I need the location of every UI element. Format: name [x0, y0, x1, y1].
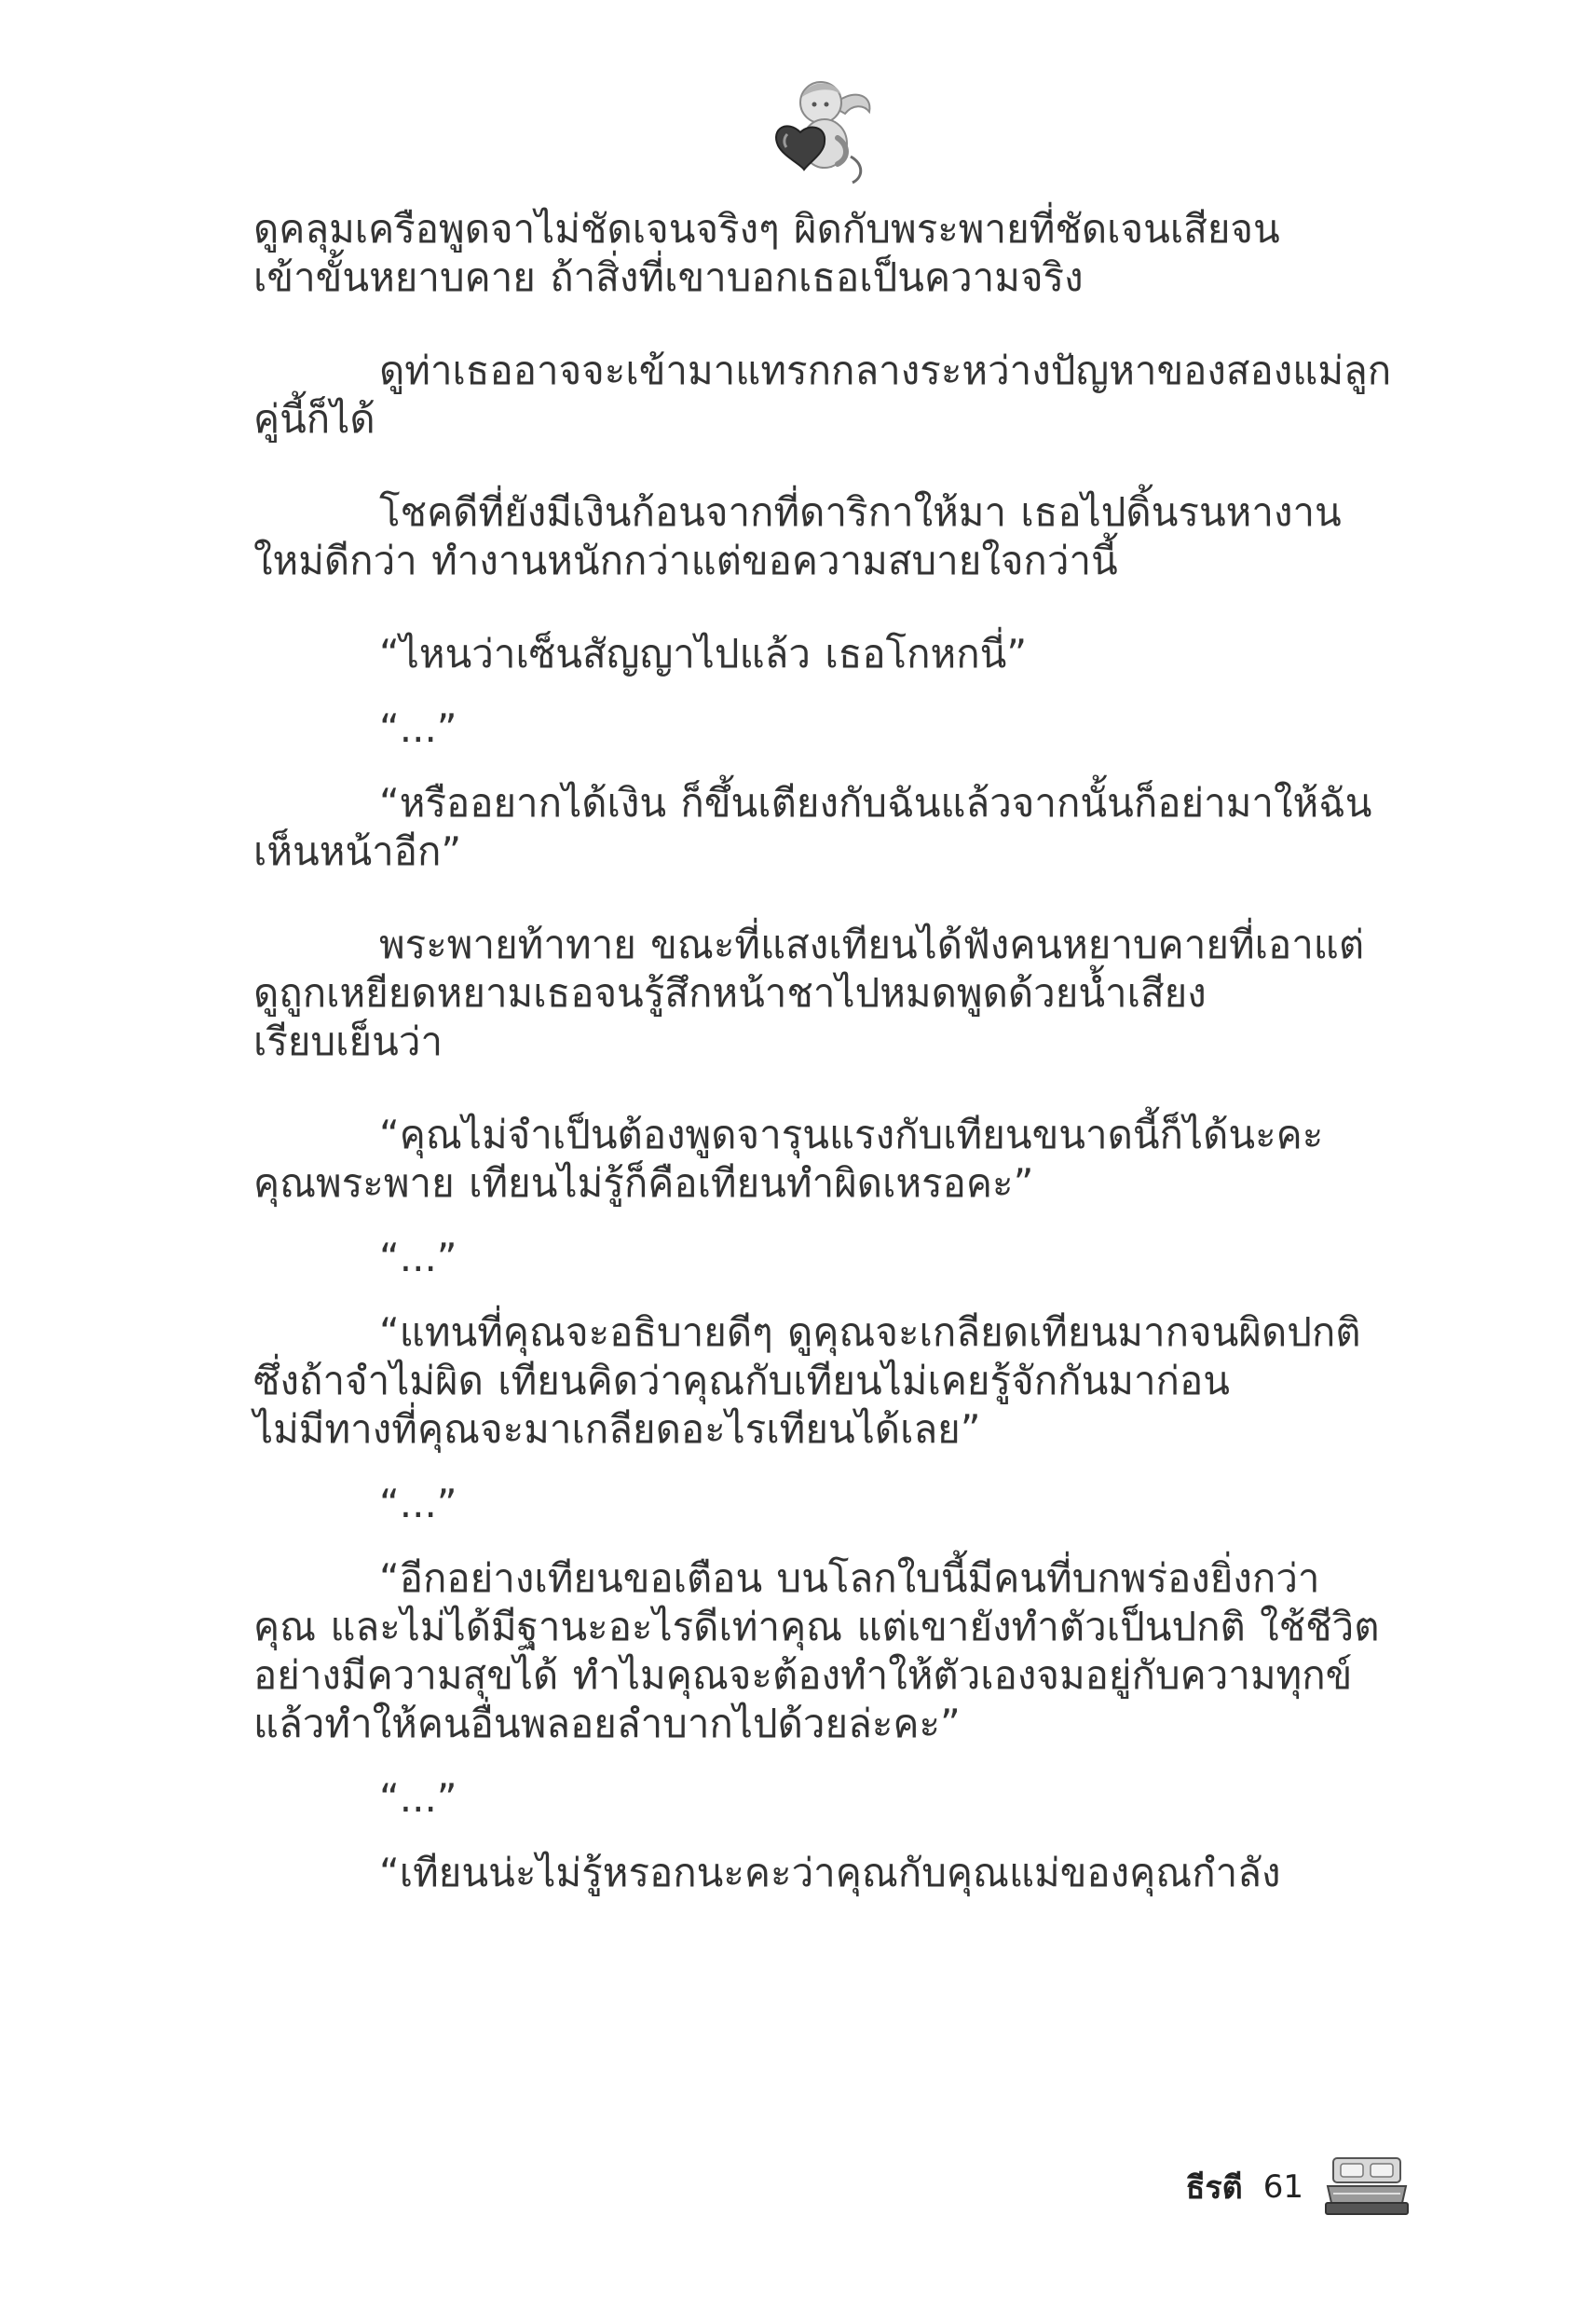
body-text [253, 205, 1409, 1897]
book-title: ธีรตี [1185, 2169, 1243, 2207]
text-line: “ไหนว่าเซ็นสัญญาไปแล้ว เธอโกหกนี่” [379, 631, 1028, 677]
text-line: “แทนที่คุณจะอธิบายดีๆ ดูคุณจะเกลียดเทียนมากจนผิดปกติ [379, 1309, 1361, 1355]
text-line: เข้าขั้นหยาบคาย ถ้าสิ่งที่เขาบอกเธอเป็นความจริง [253, 254, 1084, 300]
text-line: ไม่มีทางที่คุณจะมาเกลียดอะไรเทียนได้เลย” [253, 1406, 981, 1452]
text-line: อย่างมีความสุขได้ ทำไมคุณจะต้องทำให้ตัวเองจมอยู่กับความทุกข์ [253, 1652, 1353, 1698]
text-line: ใหม่ดีกว่า ทำงานหนักกว่าแต่ขอความสบายใจกว่านี้ [253, 538, 1118, 583]
text-line: คุณพระพาย เทียนไม่รู้ก็คือเทียนทำผิดเหรอคะ” [253, 1160, 1034, 1206]
text-line: ดูถูกเหยียดหยามเธอจนรู้สึกหน้าชาไปหมดพูดด้วยน้ำเสียง [253, 970, 1207, 1016]
text-line: ดูคลุมเครือพูดจาไม่ชัดเจนจริงๆ ผิดกับพระพายที่ชัดเจนเสียจน [253, 206, 1280, 252]
text-line: “...” [379, 1235, 457, 1280]
cupid-heart-icon [759, 67, 880, 188]
text-line: “คุณไม่จำเป็นต้องพูดจารุนแรงกับเทียนขนาดนี้ก็ได้นะคะ [379, 1112, 1324, 1157]
text-line: “เทียนน่ะไม่รู้หรอกนะคะว่าคุณกับคุณแม่ของคุณกำลัง [379, 1850, 1281, 1895]
text-line: เรียบเย็นว่า [253, 1019, 443, 1064]
text-line: ดูท่าเธออาจจะเข้ามาแทรกกลางระหว่างปัญหาของสองแม่ลูก [379, 348, 1392, 393]
text-line: “อีกอย่างเทียนขอเตือน บนโลกใบนี้มีคนที่บกพร่องยิ่งกว่า [379, 1555, 1320, 1601]
text-line: “...” [379, 705, 457, 751]
text-line: ซึ่งถ้าจำไม่ผิด เทียนคิดว่าคุณกับเทียนไม่เคยรู้จักกันมาก่อน [253, 1358, 1230, 1403]
text-line: แล้วทำให้คนอื่นพลอยลำบากไปด้วยล่ะคะ” [253, 1701, 961, 1746]
page-footer [1186, 2154, 1410, 2220]
bed-icon [1324, 2154, 1410, 2220]
text-line: “หรืออยากได้เงิน ก็ขึ้นเตียงกับฉันแล้วจากนั้นก็อย่ามาให้ฉัน [379, 780, 1372, 826]
text-line: คู่นี้ก็ได้ [253, 396, 375, 442]
text-line: เห็นหน้าอีก” [253, 828, 462, 874]
text-line: พระพายท้าทาย ขณะที่แสงเทียนได้ฟังคนหยาบคายที่เอาแต่ [379, 922, 1365, 967]
page-number: 61 [1262, 2168, 1303, 2206]
text-line: “...” [379, 1775, 457, 1821]
text-line: คุณ และไม่ได้มีฐานะอะไรดีเท่าคุณ แต่เขายังทำตัวเป็นปกติ ใช้ชีวิต [253, 1604, 1380, 1649]
text-line: “...” [379, 1481, 457, 1526]
text-line: โชคดีที่ยังมีเงินก้อนจากที่ดาริกาให้มา เธอไปดิ้นรนหางาน [379, 489, 1342, 535]
